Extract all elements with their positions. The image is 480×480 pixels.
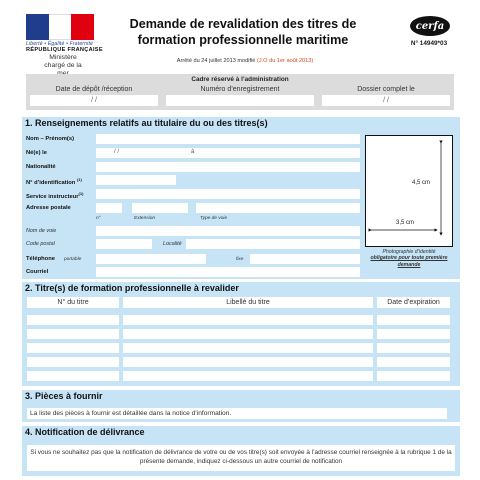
title-number-cell[interactable] (27, 329, 119, 339)
photo-caption-line1: Photographie d’identité (382, 249, 436, 255)
postal-code-field[interactable] (96, 239, 152, 249)
mobile-phone-field[interactable] (96, 254, 206, 264)
title-number-cell[interactable] (27, 315, 119, 325)
address-extension-field[interactable] (132, 203, 188, 213)
expiry-date-cell[interactable] (377, 329, 450, 339)
arrete-suffix: (J.O du 1er août 2013) (256, 58, 314, 64)
expiry-date-cell[interactable] (377, 371, 450, 381)
registration-number-label: Numéro d’enregistrement (200, 86, 280, 93)
mobile-label: portable (64, 257, 82, 262)
postal-code-label: Code postal (26, 241, 55, 247)
deposit-date-label: Date de dépôt /réception (55, 86, 133, 93)
registration-number-field[interactable] (166, 95, 314, 106)
complete-date-field[interactable]: / / (322, 95, 450, 106)
arrete-reference (140, 58, 350, 64)
email-field[interactable] (96, 267, 360, 277)
section3-title: 3. Pièces à fournir (25, 391, 103, 401)
name-field[interactable] (96, 134, 360, 144)
born-place-label: à (191, 149, 195, 155)
admin-frame-title: Cadre réservé à l’administration (191, 76, 289, 83)
service-note: (1) (78, 191, 84, 196)
title-label-cell[interactable] (123, 343, 373, 353)
complete-date-label: Dossier complet le (357, 86, 415, 93)
photo-dimension-arrows (366, 136, 452, 246)
cerfa-number: N° 14949*03 (410, 40, 448, 47)
republic-motto: Liberté • Égalité • Fraternité (26, 41, 94, 47)
section4-header (22, 426, 460, 440)
nationality-field[interactable] (96, 162, 360, 172)
street-label: Nom de voie (26, 228, 57, 234)
street-field[interactable] (96, 226, 360, 236)
title-label-cell[interactable] (123, 315, 373, 325)
column-header-expiry-date: Date d’expiration (377, 297, 450, 308)
admin-reserved-frame (26, 74, 454, 110)
title-label-cell[interactable] (123, 329, 373, 339)
born-label: Né(e) le (26, 150, 47, 156)
form-title: Demande de revalidation des titres de formation professionnelle maritime (129, 17, 357, 47)
title-number-cell[interactable] (27, 343, 119, 353)
address-extension-label: Extension (134, 216, 156, 221)
address-number-label: n° (96, 216, 101, 221)
column-header-title-number: N° du titre (27, 297, 119, 308)
city-field[interactable] (186, 239, 360, 249)
title-number-cell[interactable] (27, 371, 119, 381)
title-label-cell[interactable] (123, 357, 373, 367)
republic-logo (26, 14, 94, 40)
born-field[interactable] (96, 148, 360, 158)
expiry-date-cell[interactable] (377, 315, 450, 325)
section4-title: 4. Notification de délivrance (25, 427, 145, 437)
photo-box[interactable] (365, 135, 453, 247)
phone-label: Téléphone (26, 256, 55, 262)
service-field[interactable] (96, 189, 360, 199)
identification-note: (1) (76, 177, 82, 182)
photo-caption (364, 249, 454, 268)
section2-header (22, 282, 460, 296)
notification-text: Si vous ne souhaitez pas que la notification de délivrance de votre ou de vos titre(s) soit envoyée à l’adresse courriel renseignée à la rubrique 1 de la présente demande, indiquez ci-dessous un autre courriel de notification (27, 445, 455, 471)
photo-width-label: 3,5 cm (396, 220, 415, 226)
landline-label: fixe (236, 257, 244, 262)
expiry-date-cell[interactable] (377, 343, 450, 353)
identification-field[interactable] (96, 175, 176, 185)
title-number-cell[interactable] (27, 357, 119, 367)
service-label (26, 191, 83, 200)
deposit-date-field[interactable]: / / (30, 95, 158, 106)
born-date-separator: / / (114, 149, 120, 155)
cerfa-logo: cerfa (410, 16, 450, 36)
column-header-title-label: Libellé du titre (123, 297, 373, 308)
expiry-date-cell[interactable] (377, 357, 450, 367)
section3-header (22, 390, 460, 404)
name-label: Nom – Prénom(s) (26, 136, 74, 142)
section1-title: 1. Renseignements relatifs au titulaire du ou des titres(s) (25, 118, 268, 128)
address-type-label: Type de voie (200, 216, 228, 221)
section2-title: 2. Titre(s) de formation professionnelle à revalider (25, 283, 239, 293)
documents-notice: La liste des pièces à fournir est détaillée dans la notice d’information. (27, 408, 447, 419)
photo-caption-line2: obligatoire pour toute première demande (370, 255, 448, 268)
address-type-field[interactable] (196, 203, 360, 213)
nationality-label: Nationalité (26, 164, 56, 170)
photo-height-label: 4,5 cm (412, 180, 431, 186)
city-label: Localité (163, 241, 182, 247)
republic-name: RÉPUBLIQUE FRANÇAISE (26, 47, 103, 53)
ministry-name: Ministère chargé de la (44, 54, 82, 69)
identification-label-text: N° d’identification (26, 179, 76, 186)
address-number-field[interactable] (96, 203, 122, 213)
arrete-prefix: Arrêté du 24 juillet 2013 modifié (176, 58, 256, 64)
section1-header (22, 117, 460, 131)
email-label: Courriel (26, 269, 49, 275)
identification-label (26, 177, 82, 186)
title-label-cell[interactable] (123, 371, 373, 381)
address-label: Adresse postale (26, 205, 71, 211)
service-label-text: Service instructeur (26, 193, 79, 200)
landline-phone-field[interactable] (250, 254, 360, 264)
